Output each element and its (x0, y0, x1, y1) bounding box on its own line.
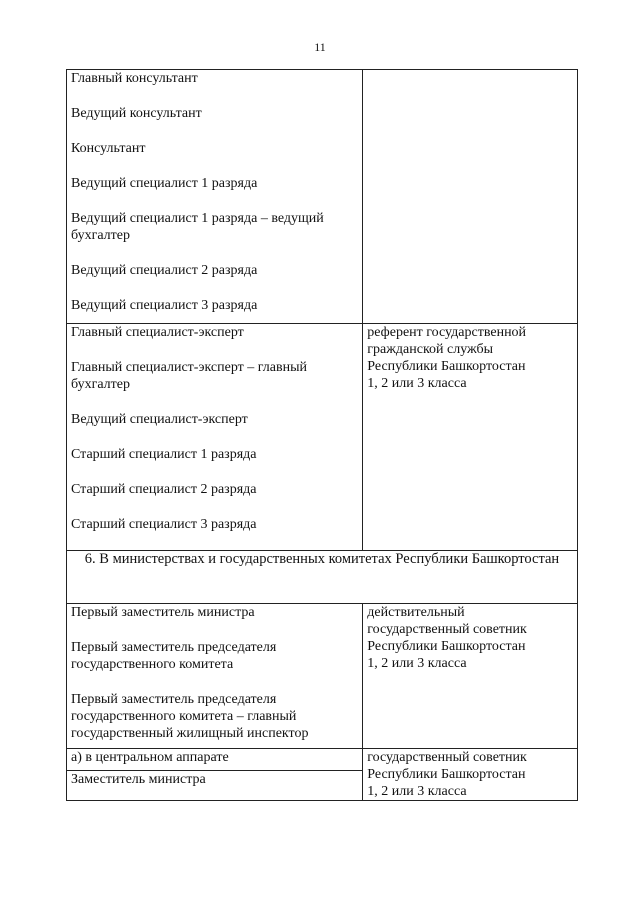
rank-cell (363, 70, 578, 324)
table-row (67, 749, 578, 771)
rank-line: гражданской службы (367, 342, 494, 357)
position-line: Консультант (71, 141, 146, 156)
rank-line: 1, 2 или 3 класса (367, 376, 467, 391)
position-entry (71, 691, 358, 742)
position-entry (71, 210, 358, 244)
rank-cell (363, 604, 578, 749)
position-line: Первый заместитель председателя (71, 640, 277, 655)
position-line: государственного комитета – главный (71, 709, 297, 724)
page-number: 11 (314, 40, 326, 54)
position-line: Главный специалист-эксперт (71, 325, 244, 340)
position-entry (71, 105, 358, 122)
position-entry (71, 324, 358, 341)
rank-line: государственный советник (367, 622, 527, 637)
section-heading: 6. В министерствах и государственных комитетах Республики Башкортостан (67, 551, 578, 604)
position-line: Ведущий специалист 2 разряда (71, 263, 258, 278)
position-line: Главный специалист-эксперт – главный (71, 360, 308, 375)
position-line: государственного комитета (71, 657, 234, 672)
position-entry (71, 516, 358, 533)
position-line: Ведущий специалист-эксперт (71, 412, 248, 427)
positions-cell (67, 70, 363, 324)
position-line: Заместитель министра (71, 772, 206, 788)
rank-line: референт государственной (367, 325, 527, 340)
table-row (67, 551, 578, 604)
rank-line: действительный (367, 605, 465, 620)
position-line: Ведущий специалист 1 разряда – ведущий (71, 211, 324, 226)
position-line: Ведущий консультант (71, 106, 202, 121)
positions-table (66, 69, 578, 801)
position-entry (71, 446, 358, 463)
table-row (67, 70, 578, 324)
table-row (67, 324, 578, 551)
position-line: Старший специалист 1 разряда (71, 447, 257, 462)
position-line: Старший специалист 3 разряда (71, 517, 257, 532)
positions-cell (67, 324, 363, 551)
position-line: Первый заместитель председателя (71, 692, 277, 707)
position-entry (71, 140, 358, 157)
position-line: государственный жилищный инспектор (71, 726, 309, 741)
table-row (67, 604, 578, 749)
rank-line: Республики Башкортостан (367, 639, 526, 654)
positions-cell (67, 604, 363, 749)
rank-line: Республики Башкортостан (367, 359, 526, 374)
position-entry (71, 359, 358, 393)
rank-cell (363, 324, 578, 551)
position-line: бухгалтер (71, 377, 130, 392)
position-line: Главный консультант (71, 71, 198, 86)
position-line: Старший специалист 2 разряда (71, 482, 257, 497)
rank-line: 1, 2 или 3 класса (367, 784, 467, 799)
position-entry (71, 297, 358, 314)
position-entry (71, 411, 358, 428)
rank-line: Республики Башкортостан (367, 767, 526, 782)
subheading: а) в центральном аппарате (71, 750, 229, 765)
position-entry (71, 481, 358, 498)
position-entry (71, 604, 358, 621)
positions-cell (67, 771, 363, 801)
position-line: Ведущий специалист 1 разряда (71, 176, 258, 191)
position-entry (71, 175, 358, 192)
rank-line: 1, 2 или 3 класса (367, 656, 467, 671)
position-line: бухгалтер (71, 228, 130, 243)
position-line: Ведущий специалист 3 разряда (71, 298, 258, 313)
position-entry (71, 70, 358, 87)
position-entry (71, 639, 358, 673)
position-line: Первый заместитель министра (71, 605, 255, 620)
position-entry (71, 262, 358, 279)
subheading-cell (67, 749, 363, 771)
rank-cell (363, 749, 578, 801)
rank-line: государственный советник (367, 750, 527, 765)
